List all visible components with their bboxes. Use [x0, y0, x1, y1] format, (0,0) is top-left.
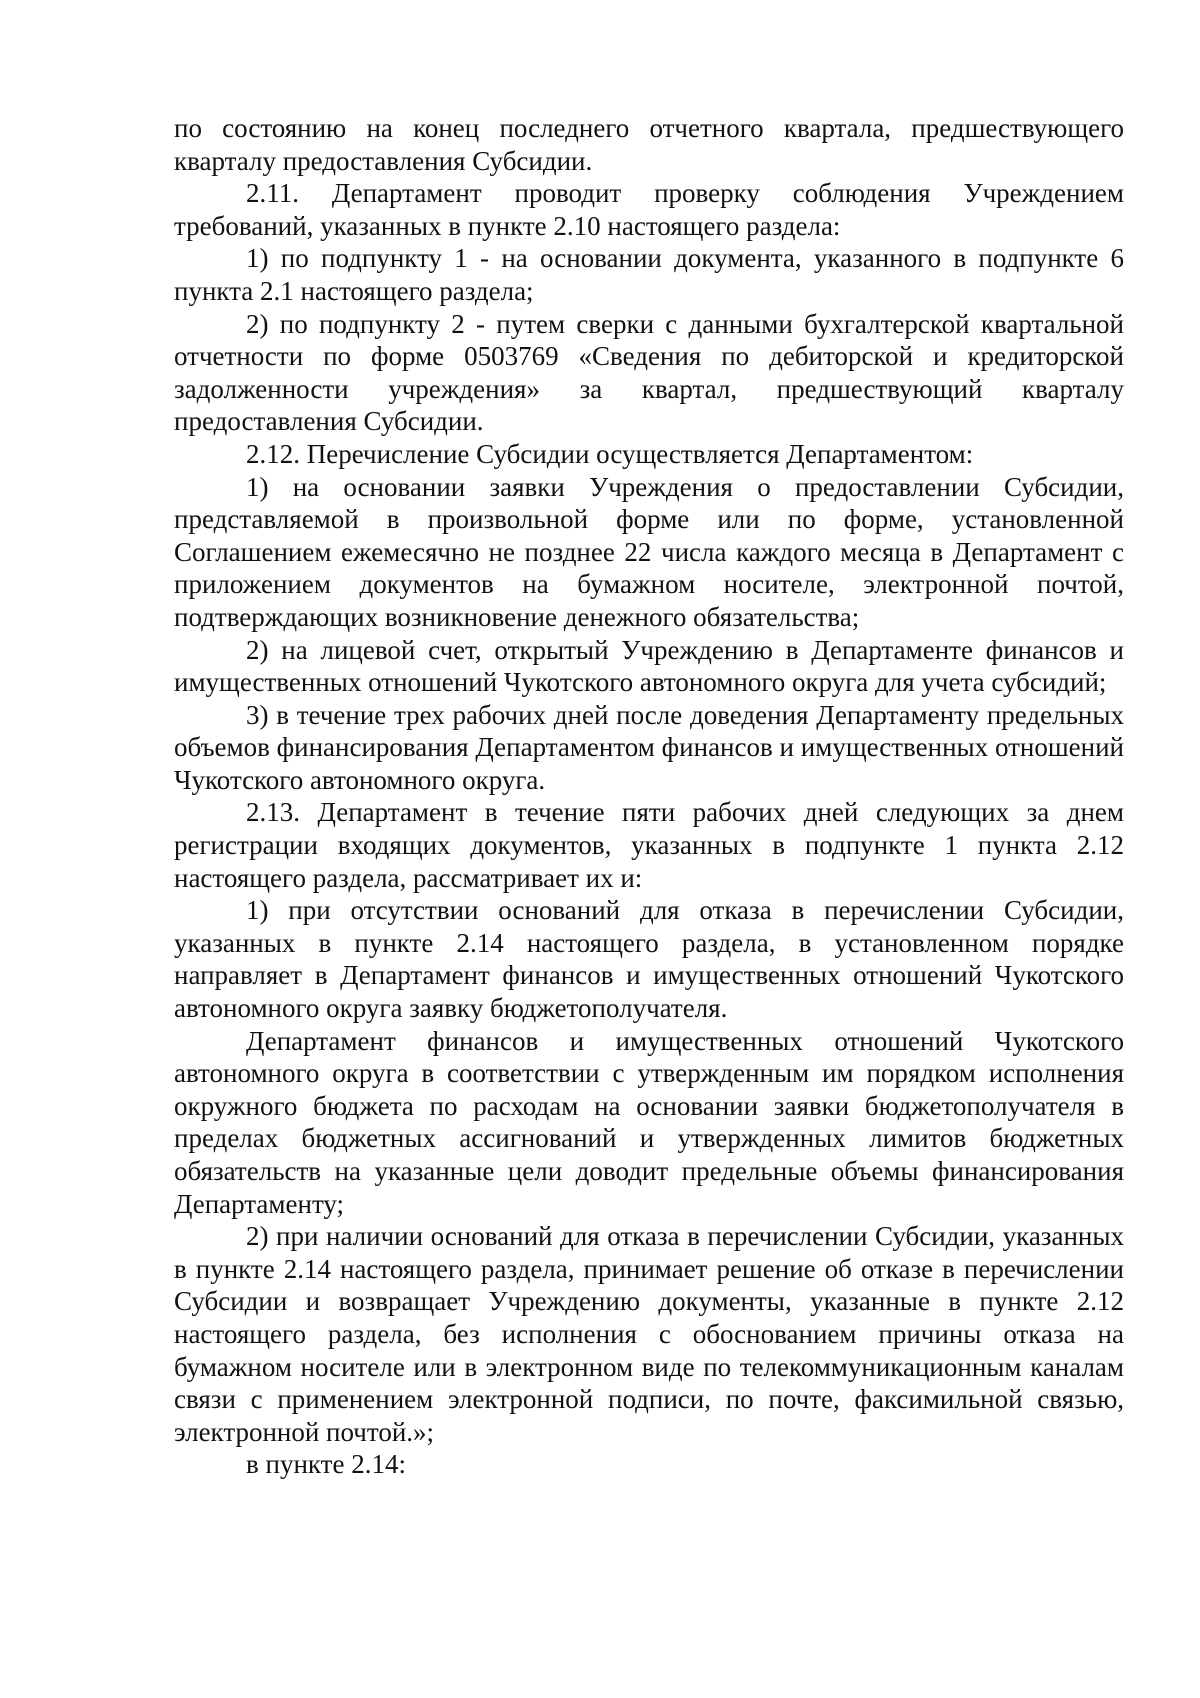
paragraph-continuation: по состоянию на конец последнего отчетного квартала, предшествующего кварталу предоставления Субсидии.	[174, 113, 1124, 176]
paragraph-2-13: 2.13. Департамент в течение пяти рабочих дней следующих за днем регистрации входящих документов, указанных в подпункте 1 пункта 2.12 настоящего раздела, рассматривает их и:	[174, 797, 1124, 893]
paragraph-2-13-item-2: 2) при наличии оснований для отказа в перечислении Субсидии, указанных в пункте 2.14 настоящего раздела, принимает решение об отказе в перечислении Субсидии и возвращает Учреждению документы, указанные в пункте 2.12 настоящего раздела, без исполнения с обоснованием причины отказа на бумажном носителе или в электронном виде по телекоммуникационным каналам связи с применением электронной подписи, по почте, факсимильной связью, электронной почтой.»;	[174, 1221, 1124, 1447]
paragraph-2-13-item-1: 1) при отсутствии оснований для отказа в перечислении Субсидии, указанных в пункте 2.14 настоящего раздела, в установленном порядке направляет в Департамент финансов и имущественных отношений Чукотского автономного округа заявку бюджетополучателя.	[174, 895, 1124, 1024]
document-body	[174, 112, 1124, 1481]
paragraph-2-14-intro: в пункте 2.14:	[246, 1449, 406, 1480]
paragraph-2-12-item-2: 2) на лицевой счет, открытый Учреждению в Департаменте финансов и имущественных отношений Чукотского автономного округа для учета субсидий;	[174, 634, 1124, 698]
paragraph-2-11-item-2: 2) по подпункту 2 - путем сверки с данными бухгалтерской квартальной отчетности по форме 0503769 «Сведения по дебиторской и кредиторской задолженности учреждения» за квартал, предшествующий кварталу предоставления Субсидии.	[174, 308, 1124, 437]
paragraph-2-12-item-1: 1) на основании заявки Учреждения о предоставлении Субсидии, представляемой в произвольной форме или по форме, установленной Соглашением ежемесячно не позднее 22 числа каждого месяца в Департамент с приложением документов на бумажном носителе, электронной почтой, подтверждающих возникновение денежного обязательства;	[174, 471, 1124, 632]
paragraph-2-11-item-1: 1) по подпункту 1 - на основании документа, указанного в подпункте 6 пункта 2.1 настоящего раздела;	[174, 243, 1124, 306]
paragraph-2-12-item-3: 3) в течение трех рабочих дней после доведения Департаменту предельных объемов финансирования Департаментом финансов и имущественных отношений Чукотского автономного округа.	[174, 699, 1124, 795]
paragraph-2-11: 2.11. Департамент проводит проверку соблюдения Учреждением требований, указанных в пункте 2.10 настоящего раздела:	[174, 178, 1124, 241]
paragraph-finance-department: Департамент финансов и имущественных отношений Чукотского автономного округа в соответствии с утвержденным им порядком исполнения окружного бюджета по расходам на основании заявки бюджетополучателя в пределах бюджетных ассигнований и утвержденных лимитов бюджетных обязательств на указанные цели доводит предельные объемы финансирования Департаменту;	[174, 1025, 1124, 1219]
paragraph-2-12: 2.12. Перечисление Субсидии осуществляется Департаментом:	[246, 438, 974, 469]
